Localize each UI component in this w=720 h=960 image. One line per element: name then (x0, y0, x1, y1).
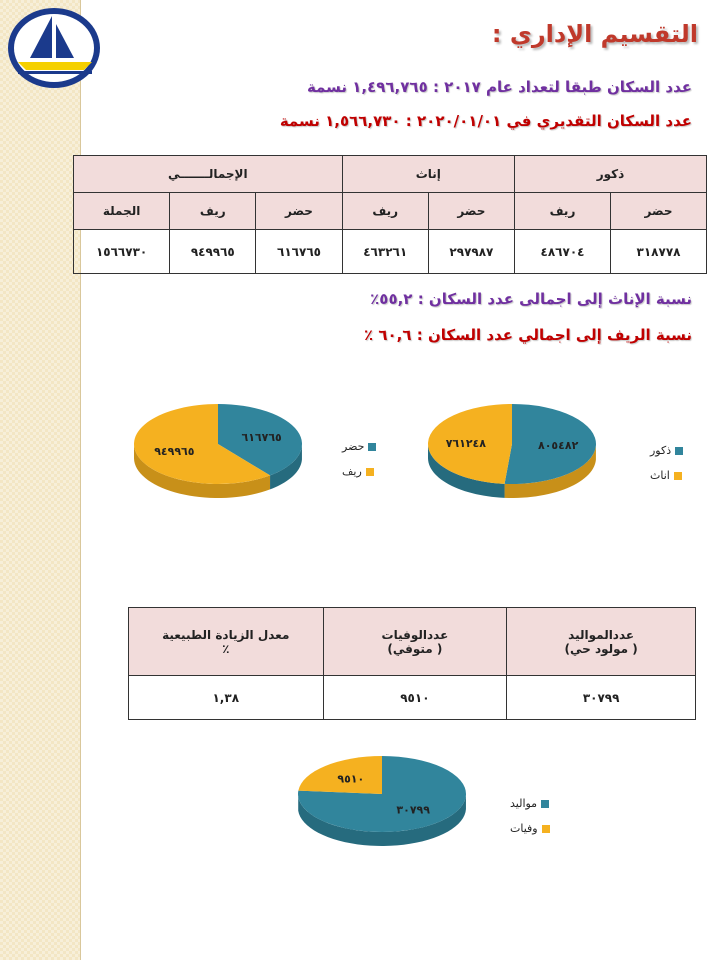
legend-label: ذكور (650, 444, 672, 457)
subheader-rural: ريف (170, 193, 256, 230)
header-line: ٪ (222, 641, 230, 656)
estimated-population-line: عدد السكان التقديري في ٢٠٢٠/٠١/٠١ : ١,٥٦٦,٧٣٠ نسمة (279, 112, 692, 130)
header-natural-increase (129, 608, 324, 676)
group-header-females: إناث (342, 156, 514, 193)
legend-item-deaths (510, 822, 550, 835)
births-deaths-pie-chart (290, 752, 490, 862)
table-cell: ٦١٦٧٦٥ (256, 230, 342, 274)
population-table (73, 155, 707, 274)
page-title: التقسيم الإداري : (491, 20, 698, 48)
legend-item-rural (342, 465, 374, 478)
table-cell: ٢٩٧٩٨٧ (428, 230, 514, 274)
table-cell: ٩٥١٠ (323, 676, 507, 720)
legend-swatch (541, 800, 549, 808)
subheader-urban: حضر (428, 193, 514, 230)
legend-item-females (650, 469, 682, 482)
decorative-side-strip (0, 0, 80, 960)
pie-label-deaths: ٩٥١٠ (337, 772, 365, 786)
header-line: ( مولود حي) (564, 641, 638, 656)
header-deaths (323, 608, 507, 676)
group-header-males: ذكور (515, 156, 707, 193)
table-cell: ٣٠٧٩٩ (507, 676, 696, 720)
side-divider (80, 0, 81, 960)
legend-swatch (542, 825, 550, 833)
female-ratio-line: نسبة الإناث إلى اجمالى عدد السكان : ٥٥,٢٪ (370, 290, 692, 308)
urban-rural-pie-chart (126, 400, 316, 510)
legend-swatch (368, 443, 376, 451)
header-line: معدل الزيادة الطبيعية (162, 627, 290, 642)
sailboat-logo-icon (4, 4, 100, 88)
table-cell: ١٥٦٦٧٣٠ (74, 230, 170, 274)
table-cell: ١,٣٨ (129, 676, 324, 720)
header-line: عددالوفيات (381, 627, 449, 642)
pie-label-urban: ٦١٦٧٦٥ (241, 430, 282, 444)
pie-label-rural: ٩٤٩٩٦٥ (154, 445, 195, 459)
legend-label: ريف (342, 465, 362, 478)
rural-ratio-line: نسبة الريف إلى اجمالي عدد السكان : ٦٠,٦ ٪ (363, 326, 692, 344)
census-population-line: عدد السكان طبقا لتعداد عام ٢٠١٧ : ١,٤٩٦,٧٦٥ نسمة (306, 78, 692, 96)
vital-stats-table (128, 607, 696, 720)
table-cell: ٤٨٦٧٠٤ (515, 230, 611, 274)
header-line: عددالمواليد (568, 627, 635, 642)
legend-label: وفيات (510, 822, 538, 835)
group-header-total: الإجمالـــــــي (74, 156, 343, 193)
legend-item-males (650, 444, 683, 457)
gender-pie-chart (426, 400, 616, 510)
subheader-urban: حضر (256, 193, 342, 230)
legend-swatch (674, 472, 682, 480)
table-cell: ٤٦٣٢٦١ (342, 230, 428, 274)
subheader-rural: ريف (515, 193, 611, 230)
legend-item-births (510, 797, 549, 810)
header-line: ( متوفي) (387, 641, 443, 656)
legend-swatch (675, 447, 683, 455)
subheader-total: الجملة (74, 193, 170, 230)
table-cell: ٣١٨٧٧٨ (611, 230, 707, 274)
pie-label-females: ٧٦١٢٤٨ (445, 437, 486, 451)
pie-label-males: ٨٠٥٤٨٢ (538, 438, 579, 452)
legend-item-urban (342, 440, 376, 453)
legend-label: اناث (650, 469, 670, 482)
legend-label: مواليد (510, 797, 538, 810)
pie-label-births: ٣٠٧٩٩ (396, 803, 430, 817)
subheader-rural: ريف (342, 193, 428, 230)
header-births (507, 608, 696, 676)
legend-swatch (366, 468, 374, 476)
subheader-urban: حضر (611, 193, 707, 230)
legend-label: حضر (342, 440, 365, 453)
table-cell: ٩٤٩٩٦٥ (170, 230, 256, 274)
